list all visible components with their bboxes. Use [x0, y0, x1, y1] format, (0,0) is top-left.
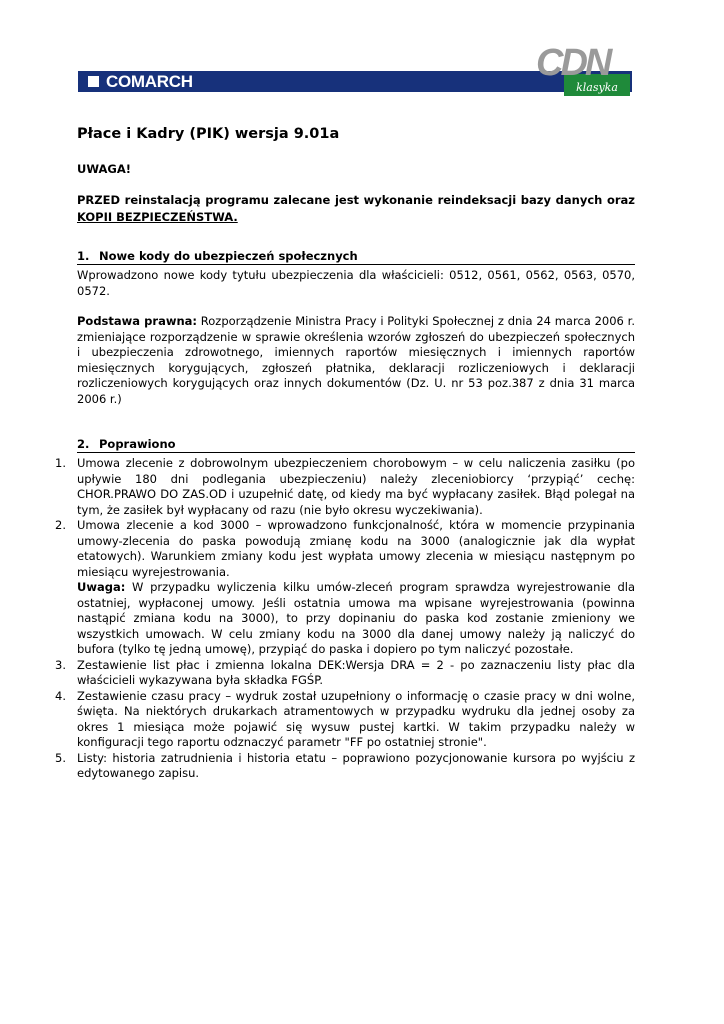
list-item	[56, 518, 635, 658]
legal-basis	[77, 314, 635, 407]
list-item-number: 3.	[55, 657, 66, 672]
section-2-number: 2.	[77, 437, 90, 451]
list-item	[56, 456, 635, 518]
comarch-logo-text: COMARCH	[106, 71, 193, 91]
legal-basis-text: Rozporządzenie Ministra Pracy i Polityki Społecznej z dnia 24 marca 2006 r. zmieniające rozporządzenie w sprawie określenia wzorów zgłoszeń do ubezpieczeń społecznych i ubezpieczenia zdrowotnego, imiennych raportów miesięcznych i imiennych raportów miesięcznych korygujących, zgłoszeń płatnika, deklaracji rozliczeniowych i deklaracji rozliczeniowych korygujących oraz innych dokumentów (Dz. U. nr 53 poz.387 z dnia 31 marca 2006 r.)	[77, 314, 635, 406]
list-item-text: Zestawienie czasu pracy – wydruk został uzupełniony o informację o czasie pracy w dni wolne, święta. Na niektórych drukarkach atramentowych w przypadku wydruku dla jednej osoby za okres 1 miesiąca może pojawić się wysuw pustej kartki. W takim przypadku należy w konfiguracji tego raportu odznaczyć parametr "FF po ostatniej stronie".	[77, 688, 635, 749]
reinstall-notice	[77, 192, 635, 226]
list-item-number: 5.	[55, 750, 66, 765]
list-item-text: Listy: historia zatrudnienia i historia etatu – poprawiono pozycjonowanie kursora po wyjściu z edytowanego zapisu.	[77, 750, 635, 780]
comarch-logo	[78, 71, 193, 92]
section-1-text: Wprowadzono nowe kody tytułu ubezpieczenia dla właścicieli: 0512, 0561, 0562, 0563, 0570, 0572.	[77, 268, 635, 298]
section-1-heading	[77, 249, 635, 265]
list-item	[56, 658, 635, 689]
section-1-title: Nowe kody do ubezpieczeń społecznych	[99, 249, 358, 263]
section-1-number: 1.	[77, 249, 90, 263]
section-2-heading	[77, 437, 635, 453]
cdn-logo-text: CDN	[536, 42, 610, 84]
list-item-number: 4.	[55, 688, 66, 703]
klasyka-badge-text: klasyka	[576, 81, 618, 94]
cdn-klasyka-logo	[530, 44, 634, 96]
list-item-number: 1.	[55, 456, 66, 470]
notice-text: PRZED reinstalacją programu zalecane jest wykonanie reindeksacji bazy danych oraz	[77, 193, 635, 207]
list-item	[56, 689, 635, 751]
warning-heading: UWAGA!	[77, 162, 131, 176]
document-content	[55, 126, 635, 782]
note-label: Uwaga:	[77, 580, 126, 594]
list-item-text: Umowa zlecenie a kod 3000 – wprowadzono funkcjonalność, która w momencie przypinania umowy-zlecenia do paska powodują zmianę kodu na 3000 (analogicznie jak dla wypłat etatowych). Warunkiem zmiany kodu jest wypłata umowy zlecenia w miesiącu następnym po miesiącu wyrejestrowania.	[77, 518, 635, 579]
logo-square-icon	[88, 76, 99, 87]
list-item-text: Umowa zlecenie z dobrowolnym ubezpieczeniem chorobowym – w celu naliczenia zasiłku (po upływie 180 dni podlegania ubezpieczeniu) należy zleceniobiorcy ‘przypiąć’ cechę: CHOR.PRAWO DO ZAS.OD i uzupełnić datę, od kiedy ma być wypłacany zasiłek. Błąd polegał na tym, że zasiłek był wypłacany od razu (nie było okresu wyczekiwania).	[77, 456, 635, 517]
document-title: Płace i Kadry (PIK) wersja 9.01a	[77, 126, 340, 142]
legal-basis-label: Podstawa prawna:	[77, 314, 198, 328]
notice-emphasis: KOPII BEZPIECZEŃSTWA.	[77, 210, 238, 224]
list-item-text: Zestawienie list płac i zmienna lokalna DEK:Wersja DRA = 2 - po zaznaczeniu listy płac dla właścicieli wykazywana była składka FGŚP.	[77, 657, 635, 687]
fixes-list	[56, 456, 635, 782]
list-item-note	[77, 580, 635, 658]
list-item-number: 2.	[55, 518, 66, 532]
section-2-title: Poprawiono	[99, 437, 176, 451]
note-text: W przypadku wyliczenia kilku umów-zleceń program sprawdza wyrejestrowanie dla ostatniej, wypłaconej umowy. Jeśli ostatnia umowa ma wpisane wyrejestrowania (powinna nastąpić zmiana kodu na 3000), to przy dopinaniu do paska kod zostanie zmieniony we wszystkich umowach. W celu zmiany kodu na 3000 dla danej umowy należy ją naliczyć do bufora (tylko tę jedną umowę), przypiąć do paska i dopiero po tym naliczyć pozostałe.	[77, 580, 635, 656]
list-item	[56, 751, 635, 782]
